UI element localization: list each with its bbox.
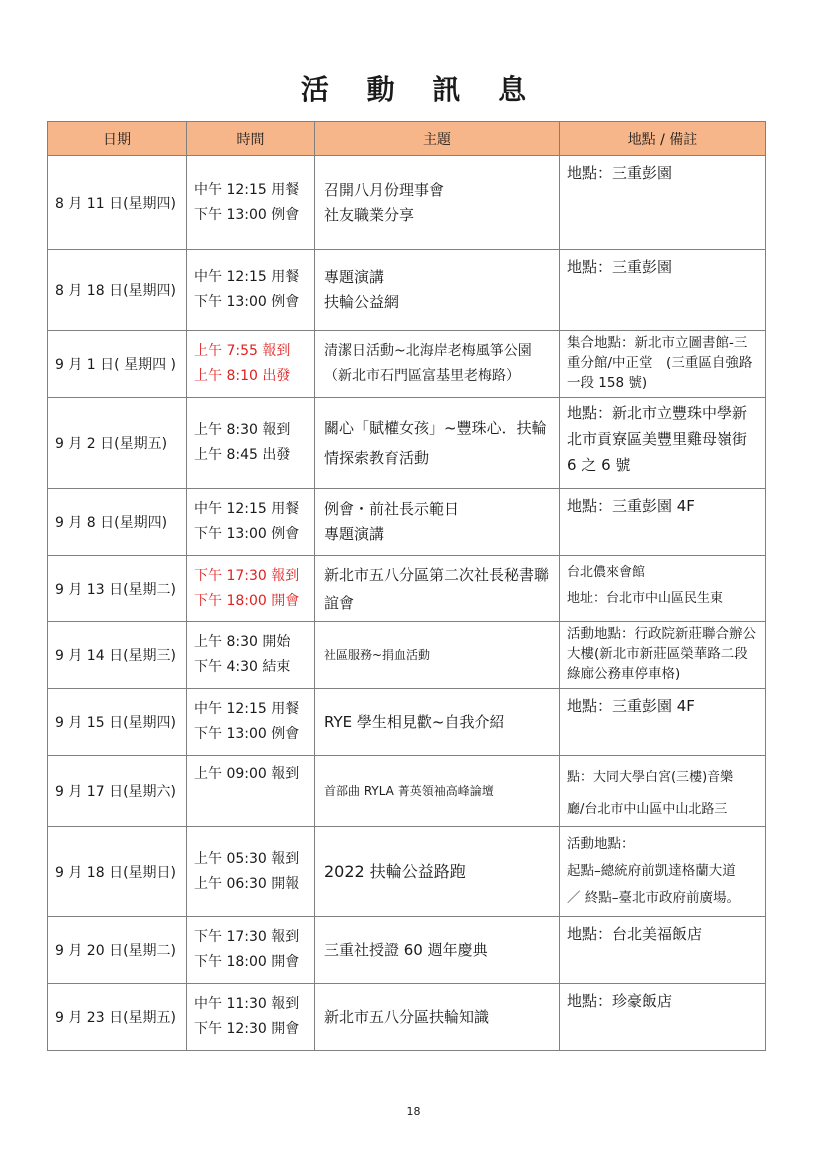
row-date: 8 月 18 日(星期四) — [48, 250, 187, 331]
note-line: 台北儂來會館 — [567, 565, 646, 580]
topic-line: 2022 扶輪公益路跑 — [324, 862, 466, 881]
time-line: 上午 05:30 報到 — [194, 850, 300, 867]
table-row — [48, 827, 766, 917]
header-time: 時間 — [187, 122, 315, 156]
row-topic — [315, 489, 560, 556]
time-line: 中午 12:15 用餐 — [194, 181, 300, 198]
note-line: 地點：三重彭園 — [567, 164, 673, 182]
table-row — [48, 489, 766, 556]
topic-line: 社友職業分享 — [324, 205, 415, 224]
row-date: 9 月 15 日(星期四) — [48, 689, 187, 756]
row-topic — [315, 622, 560, 689]
time-line: 下午 12:30 開會 — [194, 1021, 300, 1037]
row-note — [560, 156, 766, 250]
row-date: 9 月 8 日(星期四) — [48, 489, 187, 556]
row-time — [187, 689, 315, 756]
row-topic — [315, 556, 560, 622]
time-line: 上午 8:30 報到 — [194, 422, 291, 438]
row-date: 9 月 14 日(星期三) — [48, 622, 187, 689]
row-note — [560, 689, 766, 756]
topic-line: 清潔日活動~北海岸老梅風箏公園 — [324, 343, 532, 359]
time-line: 下午 13:00 例會 — [194, 294, 300, 310]
row-time — [187, 250, 315, 331]
note-line: 活動地點： — [567, 836, 635, 852]
row-note — [560, 756, 766, 827]
row-note — [560, 917, 766, 984]
row-date: 9 月 13 日(星期二) — [48, 556, 187, 622]
row-note — [560, 622, 766, 689]
time-line: 上午 8:30 開始 — [194, 634, 291, 650]
note-line: ／ 終點–臺北市政府前廣場。 — [567, 890, 741, 906]
table-row — [48, 398, 766, 489]
row-note — [560, 398, 766, 489]
topic-line: 例會・前社長示範日 — [324, 500, 460, 518]
time-line: 上午 8:45 出發 — [194, 447, 291, 463]
note-line: 地點：台北美福飯店 — [567, 925, 703, 943]
note-line: 起點–總統府前凱達格蘭大道 — [567, 863, 736, 879]
row-topic — [315, 984, 560, 1051]
row-time — [187, 622, 315, 689]
header-topic: 主題 — [315, 122, 560, 156]
time-line: 下午 4:30 結束 — [194, 659, 291, 675]
row-date: 8 月 11 日(星期四) — [48, 156, 187, 250]
row-time — [187, 489, 315, 556]
note-line: 集合地點：新北市立圖書館-三重分館/中正堂 (三重區自強路一段 158 號) — [567, 335, 753, 391]
note-line: 點：大同大學白宮(三樓)音樂 — [567, 770, 734, 785]
time-line: 下午 18:00 開會 — [194, 592, 300, 609]
row-note — [560, 984, 766, 1051]
row-time — [187, 556, 315, 622]
topic-line: RYE 學生相見歡~自我介紹 — [324, 712, 505, 731]
table-header-row — [48, 122, 766, 156]
time-line: 下午 17:30 報到 — [194, 929, 300, 945]
row-topic — [315, 827, 560, 917]
topic-line: 專題演講 — [324, 525, 385, 543]
header-date: 日期 — [48, 122, 187, 156]
note-line: 地點：新北市立豐珠中學新北市貢寮區美豐里雞母嶺街 6 之 6 號 — [567, 404, 748, 474]
time-line: 上午 8:10 出發 — [194, 368, 291, 384]
topic-line: （新北市石門區富基里老梅路） — [324, 368, 520, 384]
row-date: 9 月 1 日( 星期四 ) — [48, 331, 187, 398]
topic-line: 社區服務~捐血活動 — [324, 647, 431, 662]
row-note — [560, 489, 766, 556]
note-line: 地點：三重彭園 4F — [567, 697, 695, 715]
row-topic — [315, 917, 560, 984]
row-topic — [315, 156, 560, 250]
table-row — [48, 622, 766, 689]
note-line: 活動地點：行政院新莊聯合辦公大樓(新北市新莊區榮華路二段綠廊公務車停車格) — [567, 626, 756, 682]
time-line: 下午 13:00 例會 — [194, 726, 300, 742]
row-note — [560, 827, 766, 917]
table-row — [48, 331, 766, 398]
events-table — [47, 121, 766, 1051]
table-row — [48, 984, 766, 1051]
row-time — [187, 156, 315, 250]
note-line: 廳/台北市中山區中山北路三 — [567, 802, 728, 817]
row-topic — [315, 756, 560, 827]
row-date: 9 月 18 日(星期日) — [48, 827, 187, 917]
note-line: 地點：三重彭園 — [567, 258, 673, 276]
page-number: 18 — [406, 1105, 421, 1118]
topic-line: 新北市五八分區扶輪知識 — [324, 1007, 490, 1026]
time-line: 上午 09:00 報到 — [194, 766, 300, 782]
header-note: 地點 / 備註 — [560, 122, 766, 156]
row-note — [560, 331, 766, 398]
row-date: 9 月 2 日(星期五) — [48, 398, 187, 489]
time-line: 下午 13:00 例會 — [194, 526, 300, 542]
table-row — [48, 556, 766, 622]
table-row — [48, 756, 766, 827]
page-title: 活 動 訊 息 — [300, 73, 541, 106]
time-line: 中午 12:15 用餐 — [194, 269, 300, 285]
row-topic — [315, 331, 560, 398]
time-line: 下午 13:00 例會 — [194, 206, 300, 223]
topic-line: 召開八月份理事會 — [324, 180, 445, 199]
row-date: 9 月 20 日(星期二) — [48, 917, 187, 984]
time-line: 中午 12:15 用餐 — [194, 701, 300, 717]
row-time — [187, 331, 315, 398]
row-topic — [315, 250, 560, 331]
row-time — [187, 917, 315, 984]
row-note — [560, 556, 766, 622]
row-topic — [315, 689, 560, 756]
row-note — [560, 250, 766, 331]
row-topic — [315, 398, 560, 489]
topic-line: 扶輪公益網 — [324, 293, 400, 311]
note-line: 地點：珍豪飯店 — [567, 992, 673, 1010]
row-time — [187, 827, 315, 917]
topic-line: 新北市五八分區第二次社長秘書聯誼會 — [324, 565, 550, 612]
topic-line: 關心「賦權女孩」~豐珠心．扶輪情探索教育活動 — [324, 419, 547, 467]
table-row — [48, 250, 766, 331]
row-time — [187, 398, 315, 489]
topic-line: 專題演講 — [324, 268, 385, 286]
time-line: 上午 06:30 開報 — [194, 875, 300, 892]
time-line: 中午 11:30 報到 — [194, 996, 300, 1012]
table-row — [48, 156, 766, 250]
row-time — [187, 984, 315, 1051]
time-line: 上午 7:55 報到 — [194, 343, 291, 359]
note-line: 地點：三重彭園 4F — [567, 497, 695, 515]
note-line: 地址：台北市中山區民生東 — [567, 591, 724, 606]
row-date: 9 月 17 日(星期六) — [48, 756, 187, 827]
topic-line: 三重社授證 60 週年慶典 — [324, 940, 488, 959]
time-line: 中午 12:15 用餐 — [194, 501, 300, 517]
table-row — [48, 689, 766, 756]
table-row — [48, 917, 766, 984]
time-line: 下午 18:00 開會 — [194, 954, 300, 970]
topic-line: 首部曲 RYLA 菁英領袖高峰論壇 — [324, 783, 494, 798]
row-date: 9 月 23 日(星期五) — [48, 984, 187, 1051]
time-line: 下午 17:30 報到 — [194, 567, 300, 584]
row-time — [187, 756, 315, 827]
